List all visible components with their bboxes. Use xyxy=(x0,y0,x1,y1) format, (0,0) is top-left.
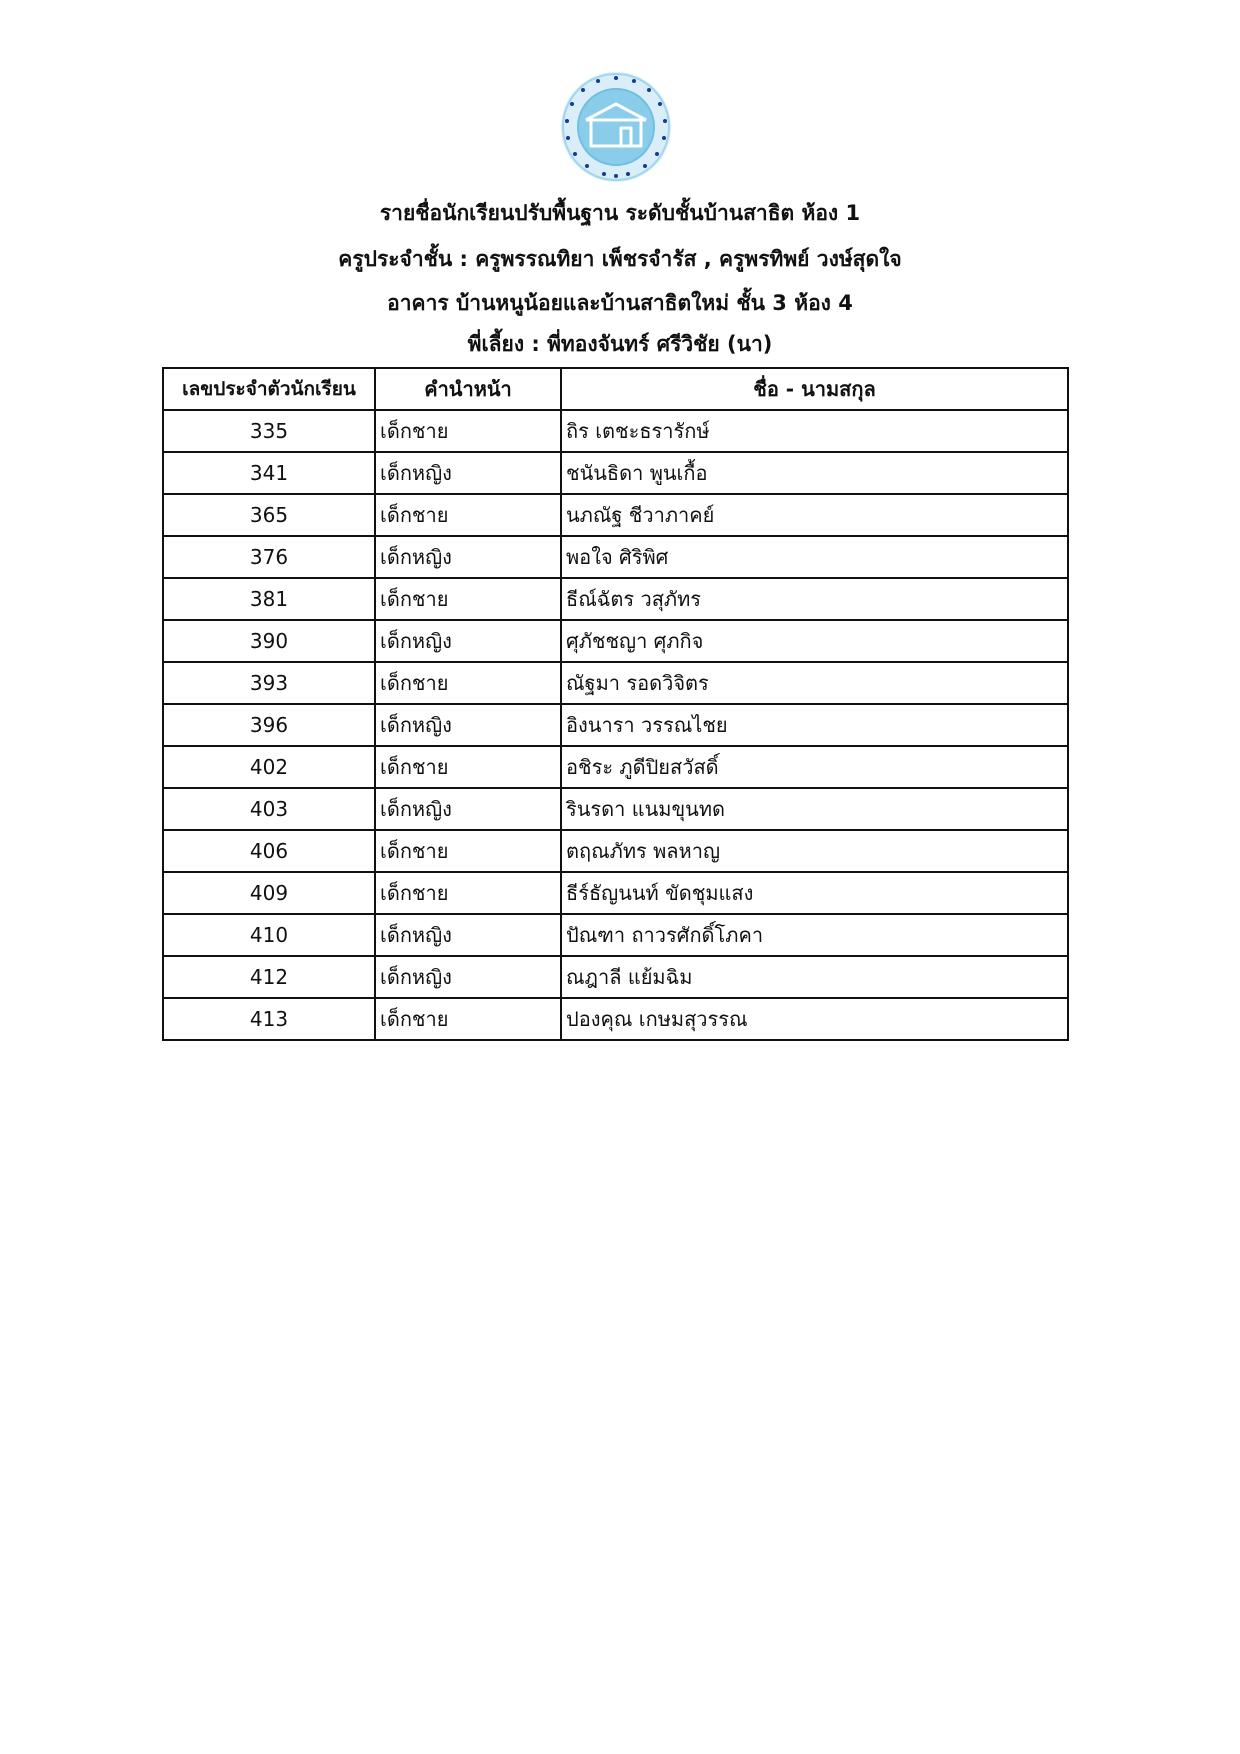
table-row xyxy=(163,494,1068,536)
prefix-cell: เด็กชาย xyxy=(375,578,561,620)
prefix-cell: เด็กชาย xyxy=(375,410,561,452)
full-name-cell: ณัฐมา รอดวิจิตร xyxy=(561,662,1068,704)
document-title: รายชื่อนักเรียนปรับพื้นฐาน ระดับชั้นบ้านสาธิต ห้อง 1 xyxy=(379,201,861,225)
full-name-cell: นภณัฐ ชีวาภาคย์ xyxy=(561,494,1068,536)
table-row xyxy=(163,998,1068,1040)
prefix-cell: เด็กชาย xyxy=(375,998,561,1040)
student-id-cell: 413 xyxy=(163,998,375,1040)
column-header-full-name: ชื่อ - นามสกุล xyxy=(561,368,1068,410)
student-id-cell: 396 xyxy=(163,704,375,746)
full-name-cell: ธีร์ธัญนนท์ ขัดชุมแสง xyxy=(561,872,1068,914)
table-row xyxy=(163,662,1068,704)
student-id-cell: 410 xyxy=(163,914,375,956)
school-emblem-icon xyxy=(559,70,673,184)
student-id-cell: 381 xyxy=(163,578,375,620)
table-row xyxy=(163,410,1068,452)
table-row xyxy=(163,872,1068,914)
full-name-cell: ปองคุณ เกษมสุวรรณ xyxy=(561,998,1068,1040)
full-name-cell: ณฎาลี แย้มฉิม xyxy=(561,956,1068,998)
prefix-cell: เด็กชาย xyxy=(375,662,561,704)
prefix-cell: เด็กชาย xyxy=(375,746,561,788)
full-name-cell: ตฤณภัทร พลหาญ xyxy=(561,830,1068,872)
school-logo xyxy=(559,70,673,184)
student-id-cell: 406 xyxy=(163,830,375,872)
table-row xyxy=(163,578,1068,620)
prefix-cell: เด็กชาย xyxy=(375,494,561,536)
table-row xyxy=(163,452,1068,494)
table-row xyxy=(163,956,1068,998)
student-id-cell: 403 xyxy=(163,788,375,830)
column-header-student-id: เลขประจำตัวนักเรียน xyxy=(163,368,375,410)
prefix-cell: เด็กหญิง xyxy=(375,914,561,956)
prefix-cell: เด็กชาย xyxy=(375,830,561,872)
column-header-prefix: คำนำหน้า xyxy=(375,368,561,410)
full-name-cell: ธีณ์ฉัตร วสุภัทร xyxy=(561,578,1068,620)
table-row xyxy=(163,746,1068,788)
caretaker: พี่เลี้ยง : พี่ทองจันทร์ ศรีวิชัย (นา) xyxy=(467,332,773,356)
student-id-cell: 365 xyxy=(163,494,375,536)
full-name-cell: ศุภัชชญา ศุภกิจ xyxy=(561,620,1068,662)
table-row xyxy=(163,830,1068,872)
student-id-cell: 376 xyxy=(163,536,375,578)
table-row xyxy=(163,620,1068,662)
full-name-cell: รินรดา แนมขุนทด xyxy=(561,788,1068,830)
full-name-cell: ปัณฑา ถาวรศักดิ์โภคา xyxy=(561,914,1068,956)
student-id-cell: 412 xyxy=(163,956,375,998)
student-id-cell: 335 xyxy=(163,410,375,452)
student-id-cell: 402 xyxy=(163,746,375,788)
student-id-cell: 393 xyxy=(163,662,375,704)
prefix-cell: เด็กหญิง xyxy=(375,788,561,830)
table-row xyxy=(163,914,1068,956)
prefix-cell: เด็กหญิง xyxy=(375,956,561,998)
student-id-cell: 341 xyxy=(163,452,375,494)
table-body xyxy=(163,410,1068,1040)
table-row xyxy=(163,704,1068,746)
student-roster-table xyxy=(162,367,1069,1041)
prefix-cell: เด็กชาย xyxy=(375,872,561,914)
prefix-cell: เด็กหญิง xyxy=(375,536,561,578)
table-row xyxy=(163,536,1068,578)
prefix-cell: เด็กหญิง xyxy=(375,704,561,746)
student-id-cell: 390 xyxy=(163,620,375,662)
full-name-cell: อชิระ ภูดีปิยสวัสดิ์ xyxy=(561,746,1068,788)
table-row xyxy=(163,788,1068,830)
prefix-cell: เด็กหญิง xyxy=(375,452,561,494)
table-header-row xyxy=(163,368,1068,410)
prefix-cell: เด็กหญิง xyxy=(375,620,561,662)
building-location: อาคาร บ้านหนูน้อยและบ้านสาธิตใหม่ ชั้น 3 ห้อง 4 xyxy=(387,291,853,315)
full-name-cell: พอใจ ศิริพิศ xyxy=(561,536,1068,578)
full-name-cell: ถิร เตชะธรารักษ์ xyxy=(561,410,1068,452)
student-id-cell: 409 xyxy=(163,872,375,914)
full-name-cell: อิงนารา วรรณไชย xyxy=(561,704,1068,746)
full-name-cell: ชนันธิดา พูนเกื้อ xyxy=(561,452,1068,494)
homeroom-teachers: ครูประจำชั้น : ครูพรรณทิยา เพ็ชรจำรัส , ครูพรทิพย์ วงษ์สุดใจ xyxy=(338,247,902,271)
